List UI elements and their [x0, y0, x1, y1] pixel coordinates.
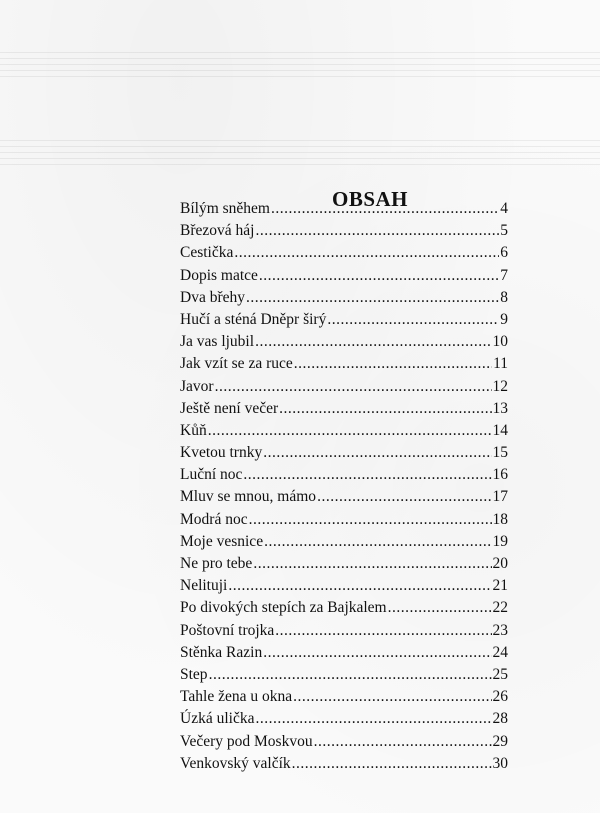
toc-entry-title: Venkovský valčík	[180, 754, 291, 772]
toc-entry	[180, 220, 508, 242]
toc-leader-dots	[271, 198, 499, 220]
toc-entry	[180, 731, 508, 753]
toc-entry-title: Ještě není večer	[180, 399, 279, 417]
toc-entry-page: 25	[492, 665, 508, 683]
toc-leader-dots	[279, 398, 491, 420]
toc-leader-dots	[263, 642, 491, 664]
toc-entry-page: 28	[492, 710, 508, 728]
toc-entry-page: 30	[492, 754, 508, 772]
toc-entry-page: 7	[500, 266, 508, 284]
toc-entry-page: 20	[492, 555, 508, 572]
toc-entry-page: 13	[492, 399, 508, 417]
bleed-through-staff-line	[0, 58, 600, 59]
toc-leader-dots	[246, 287, 499, 309]
toc-entry-title: Poštovní trojka	[180, 621, 275, 639]
toc-entry	[180, 531, 508, 553]
toc-entry-page: 21	[492, 577, 508, 595]
toc-entry-page: 4	[500, 200, 508, 217]
toc-entry-title: Javor	[180, 377, 214, 395]
toc-entry-title: Jak vzít se za ruce	[180, 355, 293, 373]
toc-entry	[180, 486, 508, 508]
toc-entry	[180, 420, 508, 442]
toc-entry-page: 17	[492, 488, 508, 506]
toc-entry-title: Luční noc	[180, 466, 243, 484]
toc-entry	[180, 553, 508, 575]
toc-entry-title: Březová háj	[180, 222, 255, 240]
bleed-through-staff-line	[0, 158, 600, 159]
toc-entry	[180, 309, 508, 331]
bleed-through-staff-line	[0, 146, 600, 147]
toc-entry-page: 9	[500, 310, 508, 328]
toc-entry	[180, 708, 508, 730]
bleed-through-staff-line	[0, 64, 600, 65]
toc-leader-dots	[388, 597, 492, 619]
toc-entry-title: Ne pro tebe	[180, 555, 253, 572]
toc-entry-title: Moje vesnice	[180, 532, 264, 550]
toc-entry	[180, 575, 508, 597]
toc-entry	[180, 353, 508, 375]
toc-leader-dots	[253, 553, 491, 575]
toc-entry	[180, 265, 508, 287]
toc-entry-title: Dopis matce	[180, 266, 258, 284]
toc-entry-title: Step	[180, 665, 208, 683]
toc-entry-page: 23	[492, 621, 508, 639]
toc-entry-page: 29	[492, 732, 508, 750]
bleed-through-staff-line	[0, 164, 600, 165]
toc-leader-dots	[327, 309, 499, 331]
toc-entry-page: 16	[492, 466, 508, 484]
toc-entry-title: Stěnka Razin	[180, 643, 263, 661]
toc-entry	[180, 464, 508, 486]
toc-entry-title: Mluv se mnou, mámo	[180, 488, 317, 506]
toc-leader-dots	[255, 708, 491, 730]
toc-leader-dots	[249, 509, 492, 531]
toc-leader-dots	[292, 753, 492, 775]
toc-leader-dots	[275, 620, 491, 642]
toc-entry	[180, 642, 508, 664]
toc-entry-title: Hučí a sténá Dněpr širý	[180, 310, 327, 328]
toc-entry-title: Bílým sněhem	[180, 200, 270, 217]
toc-entry	[180, 509, 508, 531]
toc-entry	[180, 287, 508, 309]
toc-entry-title: Kvetou trnky	[180, 444, 263, 462]
toc-entry	[180, 686, 508, 708]
toc-entry	[180, 442, 508, 464]
toc-entry-page: 14	[492, 421, 508, 439]
toc-entry-title: Po divokých stepích za Bajkalem	[180, 599, 387, 617]
toc-leader-dots	[317, 486, 491, 508]
toc-leader-dots	[264, 531, 491, 553]
bleed-through-staff-line	[0, 152, 600, 153]
toc-leader-dots	[255, 220, 499, 242]
toc-entry-title: Tahle žena u okna	[180, 688, 293, 706]
toc-leader-dots	[293, 686, 491, 708]
toc-entry-title: Večery pod Moskvou	[180, 732, 313, 750]
bleed-through-staff-line	[0, 76, 600, 77]
toc-entry-title: Modrá noc	[180, 510, 248, 528]
toc-entry-page: 18	[492, 510, 508, 528]
toc-entry-page: 15	[492, 444, 508, 462]
toc-leader-dots	[215, 376, 492, 398]
toc-entry-title: Kůň	[180, 421, 207, 439]
toc-entry	[180, 198, 508, 220]
toc-entry	[180, 242, 508, 264]
toc-entry-page: 5	[500, 222, 508, 240]
toc-leader-dots	[263, 442, 491, 464]
toc-entry-page: 6	[500, 244, 508, 262]
toc-entry-title: Dva břehy	[180, 288, 245, 306]
page-title: OBSAH	[331, 187, 409, 212]
toc-entry-title: Nelituji	[180, 577, 228, 595]
bleed-through-staff-line	[0, 70, 600, 71]
table-of-contents	[180, 198, 508, 775]
toc-leader-dots	[234, 242, 499, 264]
toc-entry-page: 11	[493, 355, 508, 373]
toc-entry-page: 10	[492, 333, 508, 351]
toc-leader-dots	[259, 265, 499, 287]
toc-leader-dots	[243, 464, 491, 486]
toc-entry	[180, 753, 508, 775]
toc-entry	[180, 620, 508, 642]
toc-leader-dots	[314, 731, 492, 753]
toc-leader-dots	[255, 331, 491, 353]
toc-entry-page: 8	[500, 288, 508, 306]
toc-leader-dots	[228, 575, 491, 597]
bleed-through-staff-line	[0, 52, 600, 53]
toc-entry	[180, 376, 508, 398]
toc-leader-dots	[208, 420, 492, 442]
toc-leader-dots	[209, 664, 492, 686]
toc-entry-page: 26	[492, 688, 508, 706]
toc-entry-title: Cestička	[180, 244, 234, 262]
toc-entry-title: Úzká ulička	[180, 710, 255, 728]
toc-leader-dots	[294, 353, 492, 375]
toc-entry-page: 22	[492, 599, 508, 617]
toc-entry	[180, 331, 508, 353]
toc-entry-title: Ja vas ljubil	[180, 333, 255, 351]
toc-entry-page: 19	[492, 532, 508, 550]
toc-entry	[180, 398, 508, 420]
toc-entry-page: 24	[492, 643, 508, 661]
toc-entry-page: 12	[492, 377, 508, 395]
bleed-through-staff-line	[0, 140, 600, 141]
toc-entry	[180, 664, 508, 686]
toc-entry	[180, 597, 508, 619]
